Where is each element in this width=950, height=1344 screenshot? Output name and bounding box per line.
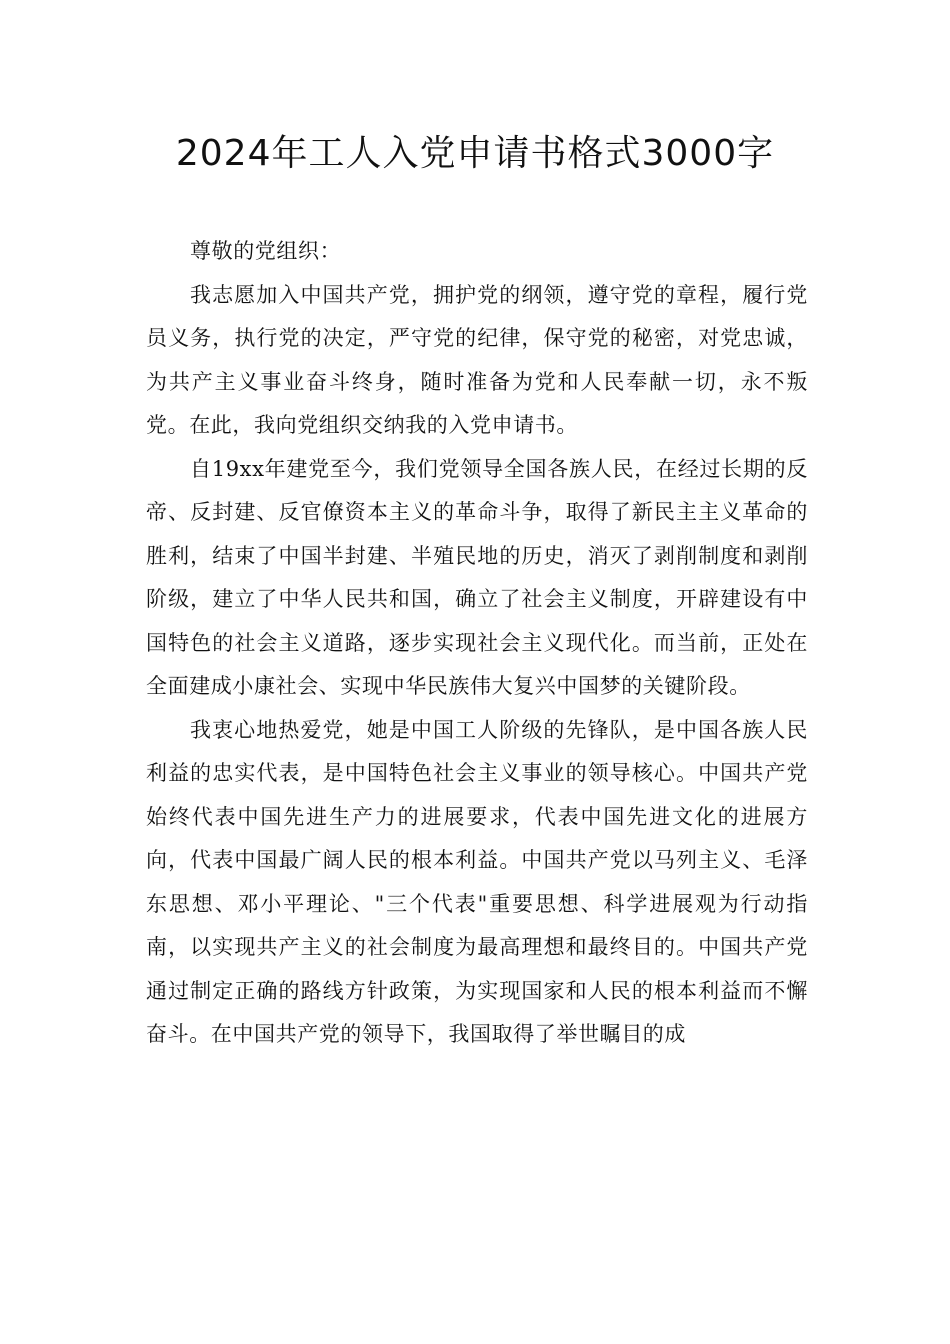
- document-body: [146, 230, 808, 1057]
- document-title: 2024年工人入党申请书格式3000字: [175, 133, 775, 174]
- paragraph-1: 我志愿加入中国共产党，拥护党的纲领，遵守党的章程，履行党员义务，执行党的决定，严守党的纪律，保守党的秘密，对党忠诚，为共产主义事业奋斗终身，随时准备为党和人民奉献一切，永不叛党。在此，我向党组织交纳我的入党申请书。: [146, 282, 808, 437]
- greeting-line: 尊敬的党组织：: [190, 239, 342, 263]
- paragraph-3: 我衷心地热爱党，她是中国工人阶级的先锋队，是中国各族人民利益的忠实代表，是中国特色社会主义事业的领导核心。中国共产党始终代表中国先进生产力的进展要求，代表中国先进文化的进展方向，代表中国最广阔人民的根本利益。中国共产党以马列主义、毛泽东思想、邓小平理论、"三个代表"重要思想、科学进展观为行动指南，以实现共产主义的社会制度为最高理想和最终目的。中国共产党通过制定正确的路线方针政策，为实现国家和人民的根本利益而不懈奋斗。在中国共产党的领导下，我国取得了举世瞩目的成: [146, 717, 808, 1046]
- paragraph-2: 自19xx年建党至今，我们党领导全国各族人民，在经过长期的反帝、反封建、反官僚资本主义的革命斗争，取得了新民主主义革命的胜利，结束了中国半封建、半殖民地的历史，消灭了剥削制度和剥削阶级，建立了中华人民共和国，确立了社会主义制度，开辟建设有中国特色的社会主义道路，逐步实现社会主义现代化。而当前，正处在全面建成小康社会、实现中华民族伟大复兴中国梦的关键阶段。: [146, 456, 808, 698]
